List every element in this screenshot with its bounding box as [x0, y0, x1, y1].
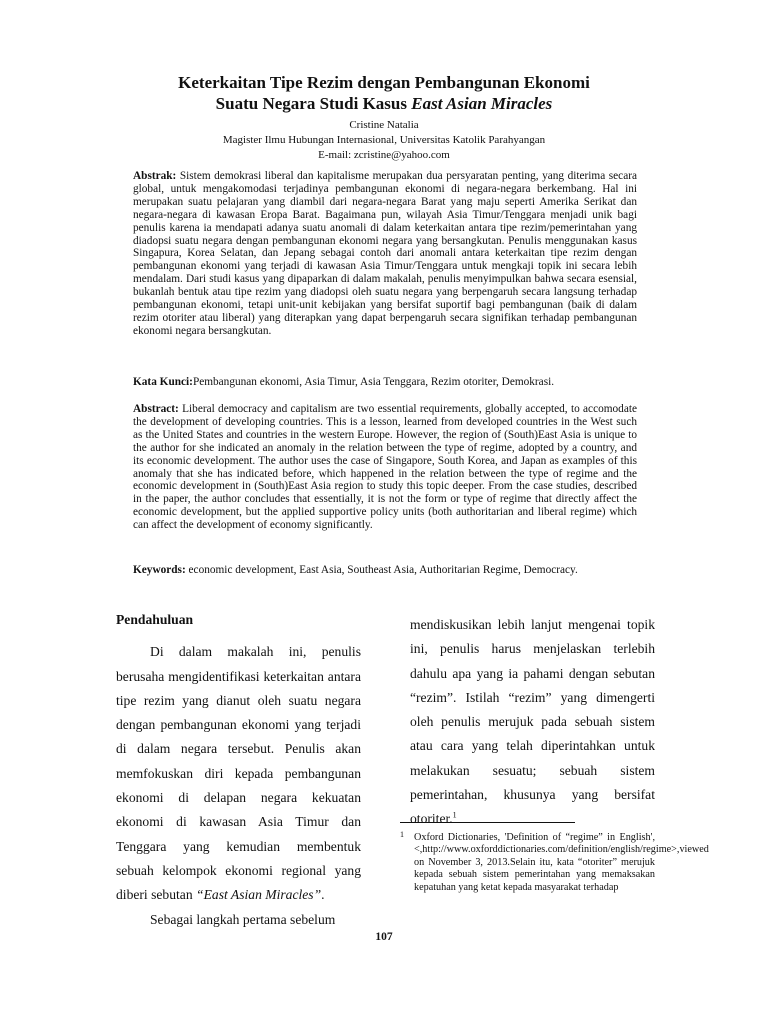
abstract-label: Abstract: [133, 403, 179, 415]
keywords-text: economic development, East Asia, Southeast Asia, Authoritarian Regime, Democracy. [188, 564, 578, 576]
abstrak-text: Sistem demokrasi liberal dan kapitalisme merupakan dua persyaratan penting, yang diterima secara global, untuk mengakomodasi terjadinya pembangunan ekonomi di negara-negara berkembang. Hal ini merupakan suatu pelajaran yang diambil dari negara-negara Barat yang maju seperti Amerika Serikat dan negara-negara di kawasan Eropa Barat. Bagaimana pun, wilayah Asia Timur/Tenggara menjadi unik bagi penulis karena ia mendapati adanya suatu anomali di dalam keterkaitan antara tipe rezim/pemerintahan yang diadopsi suatu negara dengan pembangunan ekonomi negara yang bersangkutan. Penulis menggunakan kasus Singapura, Korea Selatan, dan Jepang sebagai contoh dari anomali antara keterkaitan tipe rezim dengan pembangunan ekonomi yang terjadi di kawasan Asia Timur/Tenggara untuk mengkaji topik ini secara lebih mendalam. Dari studi kasus yang dipaparkan di dalam makalah, penulis menyimpulkan bahwa secara esensial, bukanlah bentuk atau tipe rezim yang diadopsi oleh suatu negara yang berpengaruh secara langsung terhadap pembangunan ekonomi, tetapi unit-unit kebijakan yang bersifat suportif bagi pembangunan (baik di dalam rezim otoriter atau liberal) yang diterapkan yang dapat berpengaruh secara signifikan terhadap pembangunan ekonomi negara bersangkutan. [133, 170, 637, 337]
author-block [0, 118, 768, 163]
body-left-column [116, 608, 361, 932]
right-paragraph [410, 613, 655, 832]
body-right-column [410, 613, 655, 832]
title-line-1: Keterkaitan Tipe Rezim dengan Pembangunan Ekonomi [178, 73, 590, 92]
title-line-2 [0, 93, 768, 114]
footnote-reference[interactable]: 1 [452, 810, 457, 820]
author-email: E-mail: zcristine@yahoo.com [318, 149, 450, 161]
kata-kunci-text: Pembangunan ekonomi, Asia Timur, Asia Tenggara, Rezim otoriter, Demokrasi. [192, 376, 555, 388]
intro-paragraph-2: Sebagai langkah pertama sebelum [150, 911, 336, 927]
intro-paragraph-1-text: Di dalam makalah ini, penulis berusaha mengidentifikasi keterkaitan antara tipe rezim yang dianut oleh suatu negara dengan pembangunan ekonomi yang terjadi di dalam negara tersebut. Penulis akan memfokuskan diri kepada pembangunan ekonomi di delapan negara kekuatan ekonomi di kawasan Asia Timur dan Tenggara yang kemudian membentuk sebuah kelompok ekonomi regional yang diberi sebutan [116, 644, 361, 903]
right-paragraph-text: mendiskusikan lebih lanjut mengenai topik ini, penulis harus menjelaskan terlebih dahulu apa yang ia pahami dengan sebutan “rezim”. Istilah “rezim” yang dimengerti oleh penulis merujuk pada sebuah sistem atau cara yang telah diperintahkan untuk melakukan sesuatu; sebuah sistem pemerintahan, khusunya yang bersifat otoriter. [410, 617, 655, 827]
keywords-label: Keywords: [133, 564, 186, 576]
section-heading: Pendahuluan [116, 612, 194, 627]
intro-paragraph-1-end: . [321, 887, 325, 903]
intro-paragraph-1-italic: “East Asian Miracles” [196, 887, 322, 903]
footnote-number: 1 [400, 830, 404, 839]
kata-kunci-section [133, 376, 637, 389]
abstract-text: Liberal democracy and capitalism are two essential requirements, globally accepted, to accomodate the development of developing countries. This is a lesson, learned from developed countries in the West such as the United States and countries in the western Europe. However, the region of (South)East Asia is unique to the author for she indicated an anomaly in the relation between the type of regime, adopted by a country, and its economic development. The author uses the case of Singapore, South Korea, and Japan as examples of this anomaly that she has indicated before, which happened in the relation between the type of regime and the economic development in (South)East Asia region to study this topic deeper. From the case studies, described in the paper, the author concludes that essentially, it is not the form or type of regime that directly affect the economic development, but the applied supportive policy units (both authoritarian and liberal regime) which can affect the development of economy significantly. [133, 403, 637, 532]
footnote-text: Oxford Dictionaries, 'Definition of “regime” in English',<,http://www.oxforddictionaries.com/definition/english/regime>,viewed on November 3, 2013.Selain itu, kata “otoriter” merujuk kepada sebuah sistem pemerintahan yang memaksakan kepatuhan yang ketat kepada masyarakat terhadap [414, 832, 709, 893]
paper-title [0, 72, 768, 114]
abstrak-section [133, 170, 637, 338]
abstrak-label: Abstrak: [133, 170, 177, 182]
intro-paragraph-1 [116, 640, 361, 907]
footnote [400, 830, 709, 894]
keywords-section [133, 564, 637, 577]
page-number: 107 [375, 931, 393, 943]
author-affiliation: Magister Ilmu Hubungan Internasional, Universitas Katolik Parahyangan [222, 134, 546, 146]
kata-kunci-label: Kata Kunci: [133, 376, 193, 388]
title-line-2-italic: East Asian Miracles [411, 94, 553, 113]
author-name: Cristine Natalia [349, 119, 419, 131]
footnote-divider [400, 822, 575, 823]
abstract-section [133, 403, 637, 532]
title-line-2-prefix: Suatu Negara Studi Kasus [215, 94, 412, 113]
